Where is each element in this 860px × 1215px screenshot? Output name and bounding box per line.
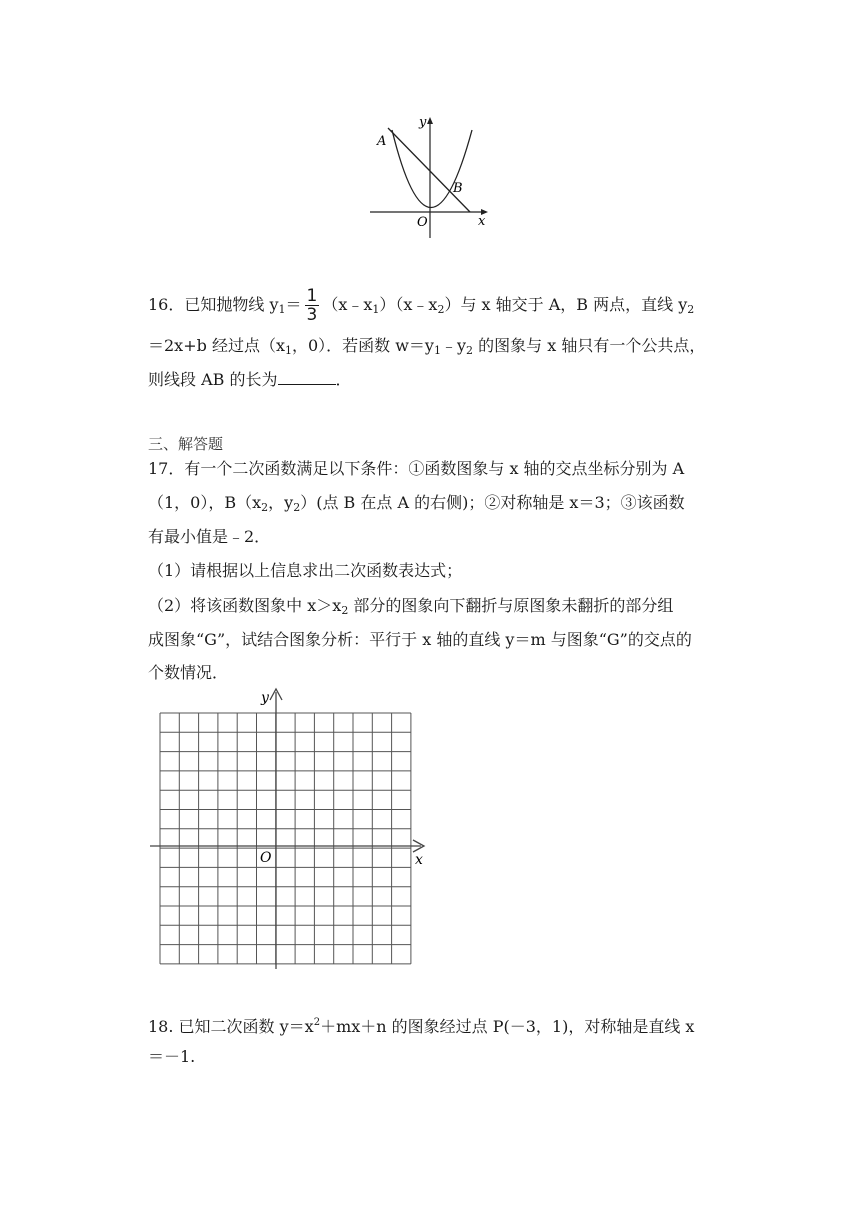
q17-line3: 有最小值是﹣2． (148, 527, 271, 546)
coordinate-grid[interactable] (145, 684, 435, 974)
q18-line2: ＝－1. (148, 1047, 196, 1066)
fig2-label-o: O (260, 850, 272, 866)
fig1-y-arrow (427, 117, 433, 124)
q18-line1: 18. 已知二次函数 $y=x^2+mx+n$ 的图象经过点 P(－3，1)，对称轴是直线 x (148, 1017, 695, 1036)
fig2-label-x: x (415, 852, 423, 868)
fig1-label-x: x (478, 214, 486, 229)
section-title: 三、解答题 (148, 435, 224, 453)
fig1-label-o: O (417, 215, 428, 230)
fig2-label-y: y (261, 690, 269, 706)
fig1-label-y: y (419, 115, 427, 130)
q17-line6: 成图象“G”，试结合图象分析：平行于 x 轴的直线 y＝m 与图象“G”的交点的 (148, 630, 692, 649)
fig1-line-ab (388, 128, 470, 212)
q16-line1: 16．已知抛物线 $y_1=$ $\frac{1}{3}$ $(x﹣x_1)(x﹣x_2)$与 x 轴交于 A，B 两点，直线 $y_2$ (148, 286, 695, 325)
q16-line2: ＝2x+b 经过点（$x_1$，0）．若函数 $w=y_1﹣y_2$ 的图象与 x 轴只有一个公共点， (148, 336, 706, 357)
grid-lines (160, 713, 411, 964)
q17-line7: 个数情况． (148, 663, 229, 682)
parabola-figure (360, 110, 500, 240)
q17-line4: （1）请根据以上信息求出二次函数表达式； (148, 561, 463, 580)
fig1-label-a: A (377, 134, 387, 149)
answer-blank[interactable] (278, 370, 336, 385)
q16-line3: 则线段 AB 的长为 ． (148, 370, 352, 389)
q17-line1: 17．有一个二次函数满足以下条件：①函数图象与 x 轴的交点坐标分别为 A (148, 459, 685, 478)
q17-line5: （2）将该函数图象中 $x>x_2$ 部分的图象向下翻折与原图象未翻折的部分组 (148, 596, 674, 617)
fig1-label-b: B (453, 181, 463, 196)
fraction-one-third: $\frac{1}{3}$ (306, 286, 318, 325)
q17-line2: （1，0），$B(x_2$，$y_2$）(点 B 在点 A 的右侧)；②对称轴是 x＝3；③该函数 (148, 493, 685, 514)
